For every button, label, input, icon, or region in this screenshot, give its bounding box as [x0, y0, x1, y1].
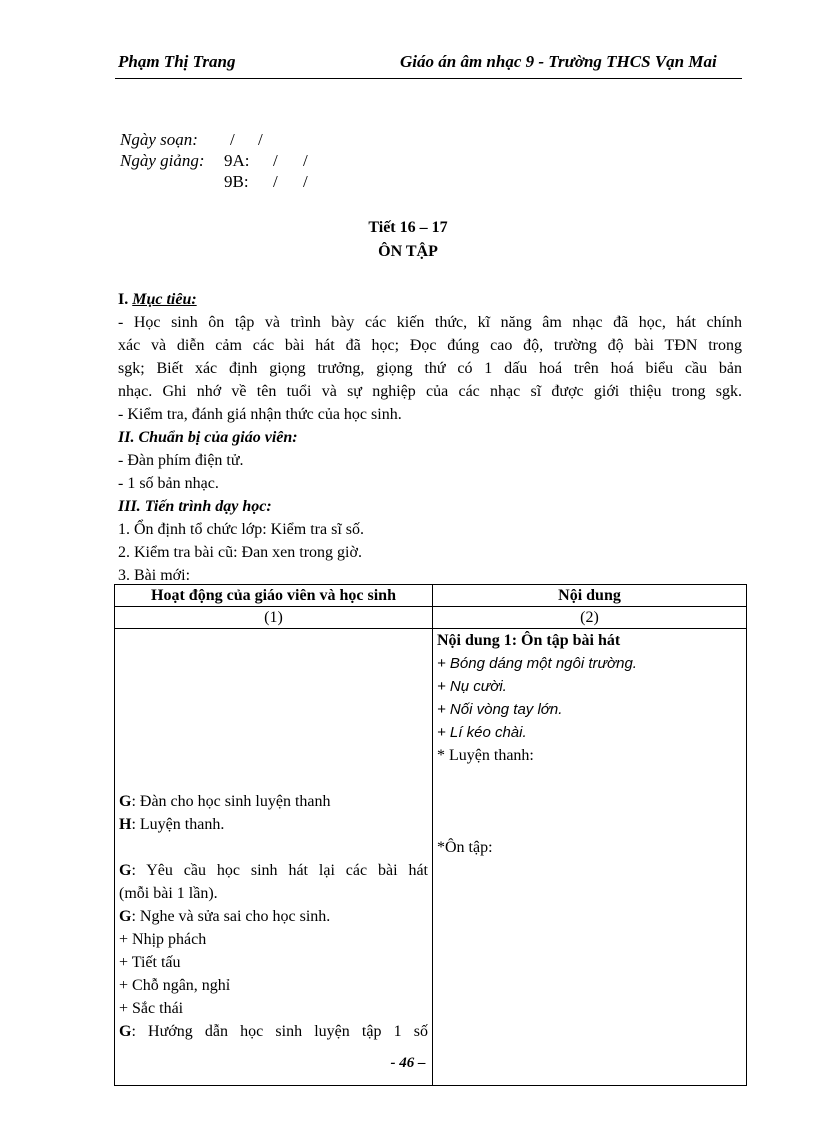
- activity-bullet: + Sắc thái: [119, 1000, 184, 1017]
- song-item: + Bóng dáng một ngôi trường.: [437, 655, 637, 672]
- col-activity-header: Hoạt động của giáo viên và học sinh: [115, 585, 433, 607]
- table-row: [115, 629, 747, 1086]
- date-slash: /: [303, 172, 308, 191]
- activity-bullet: + Nhịp phách: [119, 931, 207, 948]
- content-warmup: * Luyện thanh:: [437, 747, 534, 764]
- content-cell: [433, 629, 747, 1086]
- table-header-row: [115, 585, 747, 607]
- activity-line: G: Hướng dẫn học sinh luyện tập 1 số: [119, 1023, 428, 1040]
- section-objectives-heading: [118, 288, 742, 311]
- activity-line: (mỗi bài 1 lần).: [119, 885, 218, 902]
- process-step: 1. Ổn định tổ chức lớp: Kiểm tra sĩ số.: [118, 521, 364, 538]
- activity-line: G: Nghe và sửa sai cho học sinh.: [119, 908, 331, 925]
- activity-bullet: + Chỗ ngân, nghỉ: [119, 977, 231, 994]
- section-preparation-heading: [118, 426, 742, 449]
- col-activity-number: (1): [115, 607, 433, 629]
- date-slash: /: [230, 130, 235, 149]
- section-title: Mục tiêu:: [132, 291, 197, 308]
- activity-line: G: Yêu cầu học sinh hát lại các bài hát: [119, 862, 428, 879]
- header-author: Phạm Thị Trang: [118, 52, 236, 71]
- date-block: [120, 129, 308, 192]
- lesson-period: Tiết 16 – 17: [368, 219, 448, 236]
- song-item: + Lí kéo chài.: [437, 724, 527, 741]
- activity-line: H: Luyện thanh.: [119, 816, 225, 833]
- header-doc-title: Giáo án âm nhạc 9 - Trường THCS Vạn Mai: [400, 52, 717, 71]
- prepared-date-row: [120, 129, 263, 150]
- section-number: III.: [118, 498, 141, 515]
- teaching-date-row-a: [120, 150, 308, 171]
- lesson-body: [118, 288, 742, 587]
- header-rule: [115, 78, 742, 79]
- date-slash: /: [303, 151, 308, 170]
- activity-bullet: + Tiết tấu: [119, 954, 181, 971]
- preparation-item: - Đàn phím điện tử.: [118, 452, 244, 469]
- section-process-heading: [118, 495, 742, 518]
- objectives-line: - Học sinh ôn tập và trình bày các kiến thức, kĩ năng âm nhạc đã học, hát chính: [118, 314, 742, 331]
- lesson-table: [114, 584, 747, 1086]
- section-title: Tiến trình dạy học:: [144, 498, 272, 515]
- date-slash: /: [273, 151, 278, 170]
- col-content-number: (2): [433, 607, 747, 629]
- teaching-date-row-b: [120, 171, 308, 192]
- activity-line: G: Đàn cho học sinh luyện thanh: [119, 793, 331, 810]
- lesson-name: ÔN TẬP: [378, 243, 438, 260]
- content-heading: Nội dung 1: Ôn tập bài hát: [437, 632, 621, 649]
- teaching-label: Ngày giảng:: [120, 151, 205, 170]
- section-title: Chuẩn bị của giáo viên:: [138, 429, 298, 446]
- song-item: + Nối vòng tay lớn.: [437, 701, 563, 718]
- objectives-line: - Kiểm tra, đánh giá nhận thức của học sinh.: [118, 406, 402, 423]
- col-content-header: Nội dung: [433, 585, 747, 607]
- objectives-line: sgk; Biết xác định giọng trưởng, giọng thứ có 1 dấu hoá trên hoá biểu cầu bản: [118, 360, 742, 377]
- section-number: I.: [118, 291, 129, 308]
- prepared-label: Ngày soạn:: [120, 130, 198, 149]
- page-number: - 46 –: [390, 1055, 426, 1071]
- activity-cell: [115, 629, 433, 1086]
- preparation-item: - 1 số bản nhạc.: [118, 475, 219, 492]
- class-b-label: 9B:: [224, 172, 249, 191]
- objectives-line: xác và diễn cảm các bài hát đã học; Đọc đúng cao độ, trường độ bài TĐN trong: [118, 337, 742, 354]
- date-slash: /: [258, 130, 263, 149]
- process-step: 2. Kiểm tra bài cũ: Đan xen trong giờ.: [118, 544, 362, 561]
- section-number: II.: [118, 429, 135, 446]
- objectives-line: nhạc. Ghi nhớ về tên tuổi và sự nghiệp của các nhạc sĩ được giới thiệu trong sgk.: [118, 383, 742, 400]
- date-slash: /: [273, 172, 278, 191]
- class-a-label: 9A:: [224, 151, 250, 170]
- content-review: *Ôn tập:: [437, 839, 493, 856]
- song-item: + Nụ cười.: [437, 678, 507, 695]
- table-number-row: [115, 607, 747, 629]
- process-step: 3. Bài mới:: [118, 567, 191, 584]
